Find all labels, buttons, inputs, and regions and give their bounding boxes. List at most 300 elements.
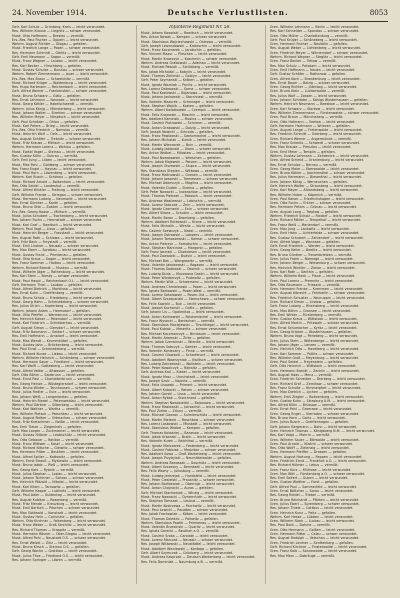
section-heading: Infanterie-Regiment Nr. 58.: [169, 25, 231, 30]
list-entry: Res. Adalbert Kaminski — Mosina — schwer verwundet.: [141, 116, 234, 121]
list-entry: Musk. Joseph Kucharski — Grätz — gefallen.: [141, 306, 215, 310]
list-entry: Res. Michael Kaczmarczyk — Birnbaum — leicht verwundet.: [141, 331, 241, 336]
list-entry: Res. Anton Nowak — Kempen — schwer verwundet.: [141, 35, 228, 40]
list-entry: Res. Otto Baumann — Friesack — vermißt.: [270, 282, 341, 287]
list-entry: Gren. Paul Braun — Müncheberg — vermißt.: [270, 115, 344, 120]
list-entry: Wehrm. August Richter — Glogau — gefallen.: [12, 42, 88, 47]
list-entry: Musk. Johann Tschirner — Sohrau — schwer verwundet.: [12, 476, 105, 481]
list-entry: Musk. Paul Zawadzki — Budsin — leicht verwundet.: [141, 254, 227, 259]
list-entry: Musk. Thomas Sobczyk — Samter — leicht verwundet.: [141, 344, 232, 349]
list-entry: Musk. Gustav Schulze — Bunzlau — schwer verwundet.: [12, 67, 105, 72]
list-entry: Res. Ludwig Duda — Murowana Goslin — leicht verwundet.: [141, 271, 240, 276]
list-entry: Res. Franz Weiß — Mariendorf — vermißt.: [270, 222, 340, 227]
list-entry: Musk. Ludwig Jablonski — Xions — schwer verwundet.: [141, 147, 231, 152]
list-entry: Res. Valentin Konieczny — Pinne — vermißt.: [141, 348, 215, 353]
list-entry: Musk. Stephan Marciniak — Margonin — gefallen.: [141, 245, 224, 250]
list-entry: Musk. Julius Fiedler — Eule — leicht verwundet.: [12, 390, 91, 395]
list-entry: Gefr. Wilhelm Kasper — Lublinitz — leicht verwundet.: [12, 489, 101, 494]
list-entry: Res. Karl Stein — Niesky — schwer verwundet.: [12, 274, 90, 279]
list-entry: Gren. Paul Arnold — Küstrin — schwer verwundet.: [270, 441, 353, 446]
list-entry: Musk. Lorenz Sobczak — Znin — leicht verwundet.: [141, 202, 225, 207]
list-entry: Res. Stephan Tomczak — Leubus — vermißt.: [141, 499, 215, 504]
list-entry: Gefr. Georg Wache — Grottkau — leicht verwundet.: [12, 549, 98, 554]
list-entry: Musk. Franz Wagner — Lauban — leicht verwundet.: [12, 59, 98, 64]
list-entry: Gefr. Emil Neumann — Sagan — vermißt.: [12, 55, 81, 60]
list-entry: Wehrm. Richard Wagner — Steglitz — leicht verwundet.: [270, 55, 363, 60]
list-entry: Wehrm. Ernst Strauß — Myslowitz — leicht verwundet.: [12, 458, 103, 463]
list-entry: Wehrm. Jakob Czerwinski — Wronke — leicht verwundet.: [141, 340, 235, 345]
list-entry: Gren. Richard Graf — Zernikow — schwer verwundet.: [270, 381, 359, 386]
list-entry: Res. Michael Adamczyk — Mogilno — leicht verwundet.: [141, 181, 233, 186]
list-entry: Musk. Thomas Zielinski — Gostyn — leicht verwundet.: [141, 73, 232, 78]
list-entry: Gefr. Andreas Krol — Kiebel — leicht verwundet.: [141, 370, 222, 375]
list-entry: Musk. Felix Krajewski — Moschin — leicht verwundet.: [141, 112, 230, 117]
list-entry: Wehrm. Otto Kirchner — Falkenberg — leicht verwundet.: [12, 519, 107, 524]
list-entry: Musk. Ewald Vogel — Steinau — leicht verwundet.: [12, 149, 96, 154]
list-entry: Musk. Ludwig Jedrzejak — Hundsfeld — leicht verwundet.: [141, 473, 237, 478]
list-entry: Wehrm. Wilhelm Beck — Plaue — leicht verwundet.: [270, 274, 356, 279]
list-entry: Musk. Ignatz Mroz — Unruhstadt — leicht verwundet.: [141, 374, 230, 379]
list-entry: Gren. Friedrich Ernst — Frankfurt a.O. — leicht verwundet.: [270, 458, 367, 463]
list-entry: Res. Paul Zielke — Zduny — vermißt.: [141, 409, 203, 414]
header-page-number: 8053: [369, 8, 388, 17]
list-entry: Musk. Georg Köhler — Habelschwerdt — vermißt.: [12, 102, 94, 107]
list-entry: Wehrm. Robert Zimmermann — Jauer — leicht verwundet.: [12, 72, 109, 77]
list-entry: Musk. Stephan Wojcik — Kosten — gefallen.: [141, 104, 214, 109]
list-entry: Musk. Hermann Sauer — Friedland — leicht verwundet.: [12, 360, 104, 365]
list-entry: Res. Valentin Mazurek — Schmiegel — leicht verwundet.: [141, 99, 235, 104]
list-entry: Res. Andreas Wasilewski — Labischin — vermißt.: [141, 198, 223, 203]
list-entry: Wehrm. Albert Kwiatkowski — Czempin — leicht verwundet.: [141, 108, 241, 113]
list-entry: Res. Georg Riedel — Triebel — vermißt.: [270, 493, 336, 498]
list-entry: Musk. Paul Nowakowski — Wreschen — gefallen.: [141, 155, 222, 160]
list-entry: Musk. Max Pohl — Goldberg — schwer verwundet.: [12, 162, 96, 167]
list-entry: Gefr. Richard Kirchner — Finsterwalde — leicht verwundet.: [270, 544, 368, 549]
list-entry: Musk. Alfred Winkler — Freiburg — leicht verwundet.: [12, 188, 100, 193]
list-entry: Gefr. Albert Szymczak — Grünberg — leicht verwundet.: [141, 550, 234, 555]
list-entry: Res. Max Krause — Prenzlau — leicht verwundet.: [270, 145, 352, 150]
list-entry: Musk. Anton Grabowski — Dolzig — leicht verwundet.: [141, 125, 231, 130]
list-entry: Gren. Emil Hahn — Lichterfelde — schwer verwundet.: [270, 231, 360, 236]
list-entry: Musk. Alfred Spiller — Kattowitz — gefallen.: [12, 454, 85, 459]
list-entry: Gefr. Franz Ludwig — Rheinsberg — leicht verwundet.: [270, 304, 360, 309]
list-entry: Musk. Friedrich Lange — Posen — schwer verwundet.: [12, 46, 101, 51]
list-entry: Res. Emil Hoffmann — Arnsdorf — leicht verwundet.: [12, 334, 99, 339]
list-entry: Musk. Emil Bartsch — Pitschen — schwer verwundet.: [12, 506, 101, 511]
list-entry: Musk. Joseph Przybylski — Neumittelwalde — gefallen.: [141, 456, 233, 461]
list-entry: Musk. Paul Kozlowski — Bojanowo — leicht verwundet.: [141, 91, 232, 96]
list-entry: Res. Felix Sawicki — Buk — leicht verwundet.: [141, 301, 217, 306]
list-entry: Gren. Otto Fuchs — Erkner — schwer verwundet.: [270, 201, 352, 206]
list-entry: Res. Anton Wróbel — Miloslaw — leicht verwundet.: [141, 151, 226, 156]
list-entry: Musk. Paul Lewicki — Raudten — schwer verwundet.: [141, 507, 229, 512]
list-entry: Res. Felix Wozny — Juliusburg — vermißt.: [141, 469, 210, 474]
list-entry: Res. Hermann Schmidt — Görlitz — leicht verwundet.: [12, 50, 101, 55]
list-entry: Ers.-Res. Georg Haase — Militsch — vermißt.: [12, 209, 87, 214]
list-entry: Res. August Rudolph — Vetschau — leicht verwundet.: [270, 536, 360, 541]
list-entry: Wehrm. Jakob Majewski — Peisern — leicht verwundet.: [141, 159, 233, 164]
list-entry: Musk. Otto Pfeiffer — Warmbrunn — leicht verwundet.: [12, 312, 103, 317]
list-entry: Musk. Bruno Jakob — Pleß — leicht verwundet.: [12, 463, 90, 468]
list-entry: Res. Julius Herrmann — Biesenthal — leicht verwundet.: [270, 175, 363, 180]
list-entry: Wehrm. Hermann Lorenz — Wohlau — gefallen.: [12, 145, 91, 150]
list-entry: Gren. Franz Schmitz — Schwedt — schwer verwundet.: [270, 141, 361, 146]
header-date: 24. November 1914.: [12, 8, 87, 17]
list-entry: Gren. Paul Lorenz — Premnitz — leicht verwundet.: [270, 278, 354, 283]
list-entry: Res. Lorenz Dabrowski — Sarne — schwer verwundet.: [141, 86, 231, 91]
list-entry: Ers.-Res. Max Braun — Schweidnitz — vermißt.: [12, 76, 91, 81]
list-entry: Musk. Hermann Rösner — Ober-Glogau — leicht verwundet.: [12, 532, 112, 537]
list-entry: Gefr. Johann Bergmann — Bahn — leicht verwundet.: [270, 424, 358, 429]
list-entry: Wehrm. Adalbert Rutkowski — Krone — leicht verwundet.: [141, 220, 237, 225]
list-entry: Musk. Andreas Chmielewski — Posen — leicht verwundet.: [141, 284, 237, 289]
list-entry: Res. Johann Jäger — Lenzen — vermißt.: [270, 342, 336, 347]
list-entry: Musk. Anton Kalinowski — Neutomischel — leicht verwundet.: [141, 314, 243, 319]
list-entry: Gren. Johann König — Werneuchen — gefallen.: [270, 179, 348, 184]
list-entry: Res. Johann Weiß — Langenbielau — gefallen.: [12, 394, 89, 399]
list-entry: Gren. Julius Busch — Greiffenhagen — gefallen.: [270, 420, 350, 425]
list-entry: Wehrm. Heinrich Neumann — Beeskow — leicht verwundet.: [270, 102, 370, 107]
list-entry: Res. Karl Becker — Hirschberg — gefallen.: [12, 63, 83, 68]
list-entry: Wehrm. Paul Vogt — Lissa — gefallen.: [12, 226, 75, 231]
list-entry: Gren. Alfred Schmid — Oranienburg — leicht verwundet.: [270, 158, 365, 163]
list-entry: Res. Friedrich Schuster — Neuruppin — leicht verwundet.: [270, 295, 366, 300]
list-entry: Gren. Heinrich Kunz — Peitz — gefallen.: [270, 510, 337, 515]
list-entry: Wehrm. August Hartung — Reppen — leicht verwundet.: [270, 454, 363, 459]
list-entry: Res. Richard Thomas — Krappitz — vermißt.: [12, 527, 86, 532]
list-entry: Musk. Gustav Hein — Carlsruhe — gefallen.: [12, 514, 85, 519]
list-entry: Gefr. Karl Schulz — Grünberg, Kreis — leicht verwundet.: [12, 25, 106, 29]
list-entry: Wehrm. Richard Brandt — Muskau — vermißt.: [12, 265, 89, 270]
list-entry: Gefr. Alfred Paul — Sommerfeld — leicht verwundet.: [270, 484, 357, 489]
list-entry: Gren. Hermann Ritter — Calau — schwer verwundet.: [270, 532, 358, 537]
list-entry: Res. Otto Wolff — Zielenzig — leicht verwundet.: [270, 446, 350, 451]
list-entry: Res. August Roth — Schlawa — leicht verwundet.: [12, 235, 95, 240]
list-entry: Musk. Andreas Kasprzak — Deutsch-Wartenberg — leicht verwundet.: [141, 555, 256, 560]
list-entry: Res. Wilhelm Meyer — Nimptsch — leicht verwundet.: [12, 115, 101, 120]
list-entry: Musk. Thomas Dziedzic — Polkwitz — gefallen.: [141, 516, 219, 521]
list-entry: Wehrm. Karl Hesse — Lübben — leicht verwundet.: [270, 514, 354, 519]
list-entry: Res. Jakob Michalski — Kobylin — leicht verwundet.: [141, 69, 227, 74]
list-entry: Musk. Gustav Jahn — Brückenberg — leicht verwundet.: [12, 342, 104, 347]
list-entry: Musk. Casimir Glowacki — Scharfenort — leicht verwundet.: [141, 353, 240, 358]
list-entry: Gefr. Michael Stachowiak — Winzig — leicht verwundet.: [141, 490, 234, 495]
list-entry: Gefr. Joseph Nowicki — Schroda — gefallen.: [141, 129, 214, 134]
list-entry: Musk. Thomas Pietrzak — Pakosch — leicht verwundet.: [141, 194, 233, 199]
list-entry: Musk. Emil Lindner — Neusalz — schwer verwundet.: [12, 244, 100, 249]
list-entry: Gefr. Franz Jasinski — Chodziesen — leicht verwundet.: [141, 250, 232, 255]
list-entry: Res. Johann Fuchs — Herrnstadt — schwer verwundet.: [12, 218, 103, 223]
list-entry: Gren. Ernst Böttcher — Sorau — leicht verwundet.: [270, 489, 354, 494]
list-entry: Gren. Ernst Pohl — Gramzow — leicht verwundet.: [270, 407, 353, 412]
list-entry: Gren. Emil Meier — Templin — gefallen.: [270, 149, 336, 154]
list-entry: Musk. Albert Szczesny — Bernstadt — leicht verwundet.: [141, 464, 235, 469]
list-entry: Res. Karl Wolff — Gottesberg — leicht verwundet.: [12, 364, 95, 369]
list-entry: Wehrm. Stanislaus Pawlik — Primkenau — leicht verwundet.: [141, 520, 241, 525]
list-entry: Gren. Richard Möller — Tempelhof — leicht verwundet.: [270, 218, 362, 223]
list-entry: Musk. Georg Hahn — Schmiedeberg — schwer verwundet.: [12, 300, 110, 304]
list-entry: Res. Emil Winter — Fürstenberg — vermißt.: [270, 312, 343, 317]
list-entry: Res. Otto Seidel — Landeshut — vermißt.: [12, 183, 81, 188]
list-entry: Res. Ignatz Gorecki — Beuthen a.O. — vermißt.: [141, 529, 220, 534]
list-entry: Gren. Richard Werner — Angermünde — vermißt.: [270, 136, 352, 141]
list-entry: Musk. Ernst Paul — Charlottenbrunn — vermißt.: [12, 377, 92, 382]
list-entry: Gren. Karl Schwarz — Storkow — leicht verwundet.: [270, 106, 355, 111]
list-entry: Res. Otto Gebauer — Ratibor — vermißt.: [12, 437, 80, 442]
list-entry: Gren. Heinrich Thomas — Königsberg N.M. — leicht verwundet.: [270, 428, 376, 433]
list-entry: Musk. Hermann Ludwig — Neumarkt — leicht verwundet.: [12, 196, 108, 201]
list-entry: Gren. Friedrich Meyer — Wilmersdorf — schwer verwundet.: [270, 50, 369, 55]
list-entry: Musk. Peter Wlodarczyk — Pudewitz — gefallen.: [141, 275, 221, 280]
list-entry: Musk. Albert Szczepanski — Stenschewo — schwer verwundet.: [141, 297, 246, 302]
list-entry: Res. August Schäfer — Trebnitz — schwer verwundet.: [12, 136, 102, 141]
list-entry: Gren. Max Witt — Fürstenberg a.O. — schwer verwundet.: [270, 471, 365, 476]
list-entry: Res. Franz Wysocki — Bentschen — vermißt.: [141, 318, 215, 323]
list-entry: Wehrm. Friedrich Scholz — Rixdorf — leicht verwundet.: [270, 214, 362, 219]
list-entry: Musk. Martin Adamski — Zirke — gefallen.: [141, 336, 212, 341]
list-entry: Wehrm. Bruno Vogt — Perleberg — leicht verwundet.: [270, 334, 359, 339]
list-entry: Gren. Gustav Walther — Forst — gefallen.: [270, 480, 340, 485]
list-entry: Musk. Alfred Vetter — Altwasser — gefallen.: [12, 368, 86, 373]
list-entry: Gren. Otto Hermann — Golßen — leicht verwundet.: [270, 527, 356, 532]
list-entry: Gefr. Peter Szymanski — Kröben — gefallen.: [141, 78, 215, 83]
list-entry: Musk. Fritz Krause — Militsch — leicht verwundet.: [12, 141, 95, 146]
list-entry: Gren. Alfred Vogel — Wannsee — gefallen.: [270, 239, 341, 244]
list-entry: Gefr. Peter Nowacki — Inowrazlaw — leicht verwundet.: [141, 189, 233, 194]
list-entry: Musk. Julius Titze — Friedland O.S. — leicht verwundet.: [12, 553, 104, 558]
list-entry: Res. Heinrich Kaiser — Petersdorf — leicht verwundet.: [12, 317, 103, 322]
list-entry: Musk. Casimir Sroka — Carolath — leicht verwundet.: [141, 533, 229, 538]
list-entry: Musk. Alfred Dietrich — Marklissa — leicht verwundet.: [12, 287, 103, 292]
list-entry: Musk. Stanislaus Wojciechowski — Ostrowo — vermißt.: [141, 39, 233, 44]
list-entry: Res. August Weber — Lichtenberg — leicht verwundet.: [270, 46, 362, 51]
list-entry: Wehrm. Martin Wilk — Schwersenz — leicht verwundet.: [141, 280, 234, 285]
list-entry: Musk. Otto Hoffmann — Breslau — vermißt.: [12, 33, 85, 38]
list-entry: Gefr. Hermann Thiel — Lauban — gefallen.: [12, 282, 83, 287]
list-entry: Gefr. Paul Schröder — Ohlau — gefallen.: [12, 119, 79, 124]
list-entry: Res. Joseph Witkowski — Neustädtel — leicht verwundet.: [141, 542, 236, 547]
list-entry: Gren. Georg Richter — Jüterbog — leicht verwundet.: [270, 85, 358, 90]
list-entry: Gren. August Albrecht — Fehrbellin — schwer verwundet.: [270, 291, 366, 296]
list-entry: Gren. Hermann Pfeiffer — Drossen — gefallen.: [270, 450, 348, 455]
list-entry: Res. Friedrich Schmitt — Oderberg — leicht verwundet.: [270, 132, 362, 137]
list-entry: Musk. Paul Adler — Guttentag — leicht verwundet.: [12, 493, 97, 498]
list-entry: Res. Vincent Mazur — Pleschen — leicht verwundet.: [141, 52, 228, 57]
list-entry: Musk. Valentin Jakubowski — Rogasen — leicht verwundet.: [141, 263, 239, 268]
list-entry: Musk. Wilhelm Jäger — Rothenburg — leicht verwundet.: [12, 269, 106, 274]
list-entry: Wehrm. Gustav Lehmann — Zehdenick — leicht verwundet.: [270, 153, 370, 158]
header-title: Deutsche Verlustlisten.: [167, 8, 289, 17]
list-entry: Res. August Kubitza — Rosenberg — vermißt.: [12, 497, 88, 502]
list-entry: Res. Bruno Horn — Gartz — leicht verwundet.: [270, 416, 346, 421]
list-entry: Res. Paul Bock — Dahme — vermißt.: [270, 523, 331, 528]
list-entry: Musk. Franz Pawlowski — Santomischel — leicht verwundet.: [141, 134, 241, 139]
list-entry: Musk. Johann Walter — Strehlen — schwer verwundet.: [12, 110, 103, 115]
list-entry: Wehrm. Julius König — Münsterberg — leicht verwundet.: [12, 106, 106, 111]
list-entry: Res. Gustav Schubert — Zehlendorf — leicht verwundet.: [270, 235, 364, 240]
list-entry: Res. Felix Dominiak — Naumburg a.B. — vermißt.: [141, 559, 224, 564]
list-entry: Gefr. Emil Jung — Lüben — leicht verwundet.: [12, 158, 87, 163]
list-entry: Wehrm. Emil Ziegler — Boitzenburg — leicht verwundet.: [270, 394, 364, 399]
list-entry: Musk. Paul Kubiak — Meseritz — schwer verwundet.: [141, 327, 228, 332]
list-entry: Gren. Max Dietrich — Lychen — gefallen.: [270, 390, 339, 395]
list-entry: Musk. Michael Gawron — Sulmierschütz — leicht verwundet.: [141, 413, 242, 418]
list-entry: Res. Adalbert Sowa — Groß Wartenberg — leicht verwundet.: [141, 452, 242, 457]
list-entry: Musk. Johann Kowalski — Rawitsch — leicht verwundet.: [141, 31, 234, 35]
list-entry: Musk. Otto Kraus — Sagan — leicht verwundet.: [12, 257, 91, 262]
list-entry: Res. Max Schulz — Potsdam — leicht verwundet.: [270, 63, 352, 68]
list-entry: Musk. Ignatz Czarnecki — Exin — schwer verwundet.: [141, 207, 230, 212]
list-entry: Res. Max Marx — Dobrilugk — vermißt.: [270, 553, 335, 558]
list-entry: Res. Valentin Kurek — Reichthal — vermißt.: [141, 439, 214, 444]
list-entry: Musk. Franz Malinowski — Gnesen — leicht verwundet.: [141, 172, 233, 177]
list-entry: Musk. Franz Weber — Groß Strehlitz — leicht verwundet.: [12, 523, 107, 528]
list-entry: Res. Ernst Welzel — Zülz — leicht verwundet.: [12, 540, 88, 545]
list-entry: Musk. Adalbert Wawrzyniak — Kwiltsch — schwer verwundet.: [141, 357, 244, 362]
list-entry: Musk. Bruno Schwarz — Glatz — gefallen.: [12, 93, 82, 98]
list-entry: Res. Wilhelm Zimmermann — Fürstenwalde — schwer verwundet.: [270, 110, 380, 115]
list-entry: Gefr. Gustav Schäfer — Rathenow — gefallen.: [270, 72, 347, 77]
list-columns: [12, 25, 388, 584]
list-entry: Musk. Paul Haupt — Reichenbach O.L. — leicht verwundet.: [12, 278, 110, 283]
list-entry: Wehrm. Wilhelm Heinrich — Schömberg — schwer verwundet.: [12, 355, 116, 360]
list-entry: Res. Franz Sommer — Halbau — leicht verwundet.: [12, 261, 96, 266]
list-entry: Musk. Casimir Piotrowski — Schrimm — vermißt.: [141, 121, 222, 126]
list-entry: Musk. Fritz Mende — Kreuzburg — leicht verwundet.: [12, 501, 99, 506]
list-entry: Gefr. Otto Böhm — Salzbrunn — leicht verwundet.: [12, 373, 96, 378]
list-entry: Gren. Bruno Köhler — Joachimsthal — schwer verwundet.: [270, 171, 366, 176]
list-entry: Res. Casimir Szewczyk — Nakel — vermißt.: [141, 228, 213, 233]
list-entry: Gren. August Lang — Treptow — gefallen.: [270, 209, 340, 214]
list-entry: Res. Wilhelm Groß — Meyenburg — leicht verwundet.: [270, 355, 360, 360]
list-entry: Musk. Johann Jaworski — Tremessen — schwer verwundet.: [141, 177, 239, 182]
list-entry: Musk. Peter Ciesielski — Prausnitz — schwer verwundet.: [141, 477, 235, 482]
list-entry: Res. Michael Bak — Wongrowitz — vermißt.: [141, 258, 214, 263]
list-entry: Musk. Richard Krüger — Waldenburg — leicht verwundet.: [12, 80, 108, 85]
list-entry: Res. Max Ebert — Sprottau — leicht verwundet.: [12, 248, 92, 253]
list-entry: Gren. Johann Schröder — Königs Wusterhausen — gefallen.: [270, 98, 369, 103]
list-entry: Res. Ernst Bauer — Belzig — schwer verwundet.: [270, 80, 351, 85]
list-entry: Res. Wilhelm Pietsch — Patschkau — leicht verwundet.: [12, 411, 104, 416]
list-entry: Gren. Alfred Martin — Pritzwalk — schwer verwundet.: [270, 321, 360, 326]
list-entry: Ers.-Res. Otto Friedrich — Namslau — vermißt.: [12, 128, 90, 133]
page-header: [12, 6, 388, 19]
list-entry: Res. Heinrich Pätzold — Nikolai — leicht verwundet.: [12, 480, 99, 485]
list-entry: Gefr. Ernst Friedrich — Werder — leicht verwundet.: [270, 244, 355, 249]
list-entry: Res. Johann Springer — Löwen — vermißt.: [12, 557, 83, 562]
list-entry: Musk. Martin Krawczyk — Koschmin — schwer verwundet.: [141, 56, 238, 61]
list-entry: Gren. Julius Ebert — Spremberg — schwer verwundet.: [270, 501, 360, 506]
list-entry: Res. Ignatz Borkowski — Posen-West — vermißt.: [141, 288, 222, 293]
list-entry: Gren. Gustav Kuhn — Strasburg U.M. — leicht verwundet.: [270, 398, 366, 403]
list-entry: Musk. Karl Friedrich — Schreiberhau — vermißt.: [12, 321, 92, 326]
list-entry: Gefr. Joseph Lewandowski — Krotoschin — leicht verwundet.: [141, 43, 242, 48]
list-entry: Gren. Franz Becker — Teltow — vermißt.: [270, 59, 337, 64]
list-entry: Musk. Heinrich Riedel — Peterswaldau — leicht verwundet.: [12, 398, 111, 403]
list-entry: Gren. Karl Roth — Genthin — gefallen.: [270, 269, 334, 274]
list-entry: Musk. Franz Maslowski — Jutroschin — leicht verwundet.: [141, 404, 236, 409]
list-entry: Res. Georg Kahl — Rybnik — vermißt.: [12, 467, 75, 472]
list-entry: Musk. Martin Baran — Bromberg — gefallen.: [141, 215, 215, 220]
list-entry: Musk. Valentin Brzezinski — Quaritz — leicht verwundet.: [141, 525, 236, 530]
list-entry: Musk. Anton Rybak — Storchnest — gefallen.: [141, 396, 216, 401]
list-entry: Musk. Franz Kaczmarek — Jarotschin — gefallen.: [141, 48, 222, 53]
list-entry: Gefr. Max Langer — Zuckmantel — leicht verwundet.: [12, 428, 101, 433]
list-entry: Res. Franz Engel — Haynau — leicht verwundet.: [12, 166, 92, 171]
list-entry: Musk. Joseph Ostrowski — Lobsens — leicht verwundet.: [141, 232, 234, 237]
list-entry: Gren. Julius Frank — Niemegk — leicht verwundet.: [270, 257, 354, 262]
list-entry: Gren. Otto Müller — Charlottenburg — vermißt.: [270, 33, 349, 38]
list-entry: Musk. Bruno Scholz — Friedeberg — leicht verwundet.: [12, 295, 103, 300]
list-entry: Res. Lorenz Laskowski — Mixstadt — leicht verwundet.: [141, 422, 233, 427]
list-entry: Musk. Anton Chojnacki — Auras — gefallen.: [141, 486, 214, 491]
list-entry: Wehrm. Andreas Grabowski — Adelnau — leicht verwundet.: [141, 61, 241, 66]
list-entry: Musk. Gustav Frank — Primkenau — gefallen.: [12, 252, 88, 257]
list-entry: Musk. Stanislaus Wrobel — Kempen — gefallen.: [141, 426, 221, 431]
list-entry: Gren. Friedrich Lindner — Senftenberg — gefallen.: [270, 540, 354, 545]
column-middle: [136, 25, 259, 584]
list-entry: Wehrm. Stephan Nowosielski — Bojanowo — leicht verwundet.: [141, 400, 246, 405]
list-entry: Gefr. Wilhelm Franke — Striegau — schwer verwundet.: [12, 192, 103, 197]
list-entry: Musk. Franz Wittwer — Kosel — leicht verwundet.: [12, 441, 95, 446]
list-entry: Gren. Max Böhm — Gransee — leicht verwundet.: [270, 308, 352, 313]
list-entry: Gren. Karl Sommer — Putlitz — schwer verwundet.: [270, 351, 355, 356]
list-entry: Res. Albert Sikora — Schubin — leicht verwundet.: [141, 211, 224, 216]
list-entry: Res. Ernst Schumacher — Kyritz — leicht verwundet.: [270, 325, 358, 330]
list-entry: Gefr. Otto Heinrich — Wittstock — leicht verwundet.: [270, 364, 357, 369]
list-entry: Gren. Karl Mayer — Altlandsberg — leicht verwundet.: [270, 188, 359, 193]
list-entry: Musk. Valentin Dudek — Strelno — gefallen.: [141, 185, 215, 190]
list-entry: Res. Wilhelm Krause — Liegnitz — schwer verwundet.: [12, 29, 102, 34]
list-entry: Res. Hermann Peters — Grünau — leicht verwundet.: [270, 205, 357, 210]
list-entry: Res. Max Gottwald — Konstadt — leicht verwundet.: [12, 510, 98, 515]
list-entry: Musk. Stanislaus Maciejewski — Tirschtiegel — leicht verwundet.: [141, 323, 250, 328]
list-entry: Gren. Bruno Klein — Luckenwalde — vermißt.: [270, 89, 346, 94]
list-entry: Gren. Julius Stein — Wittenberge — leicht verwundet.: [270, 338, 359, 343]
list-entry: Res. Julius Ulrich — Kupferberg — leicht verwundet.: [12, 304, 98, 309]
list-entry: Res. Karl Schneider — Spandau — schwer verwundet.: [270, 29, 360, 34]
list-entry: Res. Karl Voigt — Mohrin — vermißt.: [270, 433, 331, 438]
list-entry: Musk. Max Wendt — Krummhübel — gefallen.: [12, 338, 88, 343]
list-entry: Musk. Felix Michalik — Wirsitz — leicht verwundet.: [141, 224, 226, 229]
list-entry: Musk. Michael Pawlak — Schildberg — vermißt.: [141, 65, 220, 70]
list-entry: Musk. Heinrich Wolf — Oels — leicht verwundet.: [12, 132, 93, 137]
list-entry: Musk. Fritz Baumann — Seidorf — schwer verwundet.: [12, 330, 102, 335]
list-entry: Gefr. Heinrich Walter — Strausberg — leicht verwundet.: [270, 183, 363, 188]
list-entry: Musk. Karl Peters — Brieg — leicht verwundet.: [12, 123, 90, 128]
list-entry: Gren. Georg Krämer — Wusterhausen — gefallen.: [270, 330, 353, 335]
list-entry: Musk. Franz Nawrocki — Dyhernfurth — leicht verwundet.: [141, 495, 238, 500]
list-entry: Gefr. Paul Krüger — Schöneberg — leicht verwundet.: [270, 37, 358, 42]
list-entry: Res. Joseph Szulc — Kopnitz — vermißt.: [141, 379, 207, 384]
list-entry: Res. Alfred Kühn — Brüssow — vermißt.: [270, 403, 337, 408]
list-entry: Wehrm. Karl Busch — Schönau — gefallen.: [12, 175, 84, 180]
list-entry: Wehrm. Paul Gärtner — Silberberg — leicht verwundet.: [12, 403, 104, 408]
list-entry: Musk. Ignatz Mielczarek — Festenberg — leicht verwundet.: [141, 443, 240, 448]
list-entry: Musk. Richard Arnold — Bolkenhain — leicht verwundet.: [12, 179, 106, 184]
list-entry: Res. Johann Gorski — Lissa — leicht verwundet.: [141, 391, 221, 396]
list-entry: Musk. Gustav Hübner — Leobschütz — leicht verwundet.: [12, 433, 107, 438]
list-entry: Gren. Alfred Koch — Brandenburg — leicht verwundet.: [270, 76, 361, 81]
header-rule: [12, 21, 388, 22]
list-entry: Gren. Gustav Kraus — Wittstock — leicht verwundet.: [270, 317, 358, 322]
list-entry: Musk. Jakob Urbanski — Bralin — leicht verwundet.: [141, 434, 227, 439]
list-entry: Musk. Adalbert Wisniewski — Kontopp — gefallen.: [141, 546, 225, 551]
list-entry: Musk. Bruno Otto — Zobten — leicht verwundet.: [12, 205, 93, 210]
column-left: [12, 25, 130, 584]
list-entry: Gren. Paul Kaiser — Friedrichshagen — leicht verwundet.: [270, 196, 365, 201]
list-entry: Res. August Haas — Menz — vermißt.: [270, 373, 333, 378]
